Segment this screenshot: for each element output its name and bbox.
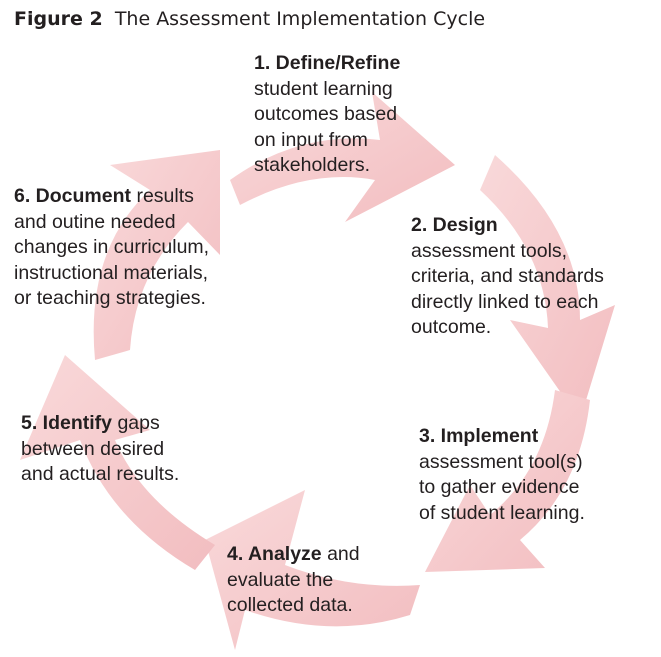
step-5-heading-rest: gaps: [112, 412, 160, 434]
step-3-line-1: assessment tool(s): [419, 450, 583, 473]
step-1-define-refine: [254, 51, 400, 179]
step-3-implement: [419, 424, 585, 526]
step-5-heading: 5. Identify: [21, 412, 113, 434]
step-4-analyze: [227, 542, 360, 619]
step-4-heading: 4. Analyze: [227, 543, 322, 565]
step-6-line-2: changes in curriculum,: [14, 236, 210, 258]
step-4-line-1: evaluate the: [227, 568, 334, 591]
step-2-heading: 2. Design: [411, 214, 498, 236]
step-6-line-3: instructional materials,: [14, 261, 208, 284]
figure-label: Figure 2: [14, 8, 103, 30]
step-6-document: [14, 184, 209, 312]
step-6-heading: 6. Document: [14, 185, 132, 207]
step-5-identify: [21, 411, 179, 488]
step-3-heading: 3. Implement: [419, 425, 539, 447]
step-5-line-2: and actual results.: [21, 463, 180, 485]
step-4-heading-rest: and: [321, 543, 360, 565]
figure-caption: The Assessment Implementation Cycle: [114, 8, 486, 30]
step-6-line-1: and outine needed: [14, 210, 176, 233]
step-2-line-1: assessment tools,: [411, 239, 568, 262]
step-3-line-2: to gather evidence: [419, 476, 580, 498]
step-6-heading-rest: results: [131, 185, 194, 207]
step-6-line-4: or teaching strategies.: [14, 287, 206, 309]
step-4-line-2: collected data.: [227, 594, 353, 616]
step-3-line-3: of student learning.: [419, 501, 585, 524]
step-2-line-2: criteria, and standards: [411, 265, 604, 287]
step-1-line-2: outcomes based: [254, 103, 398, 125]
step-1-heading: 1. Define/Refine: [254, 52, 401, 74]
step-5-line-1: between desired: [21, 437, 165, 460]
step-1-line-1: student learning: [254, 77, 393, 100]
step-2-line-3: directly linked to each: [411, 290, 599, 313]
step-1-line-3: on input from: [254, 128, 368, 151]
step-2-line-4: outcome.: [411, 316, 492, 338]
step-1-line-4: stakeholders.: [254, 154, 370, 176]
step-2-design: [411, 213, 604, 341]
